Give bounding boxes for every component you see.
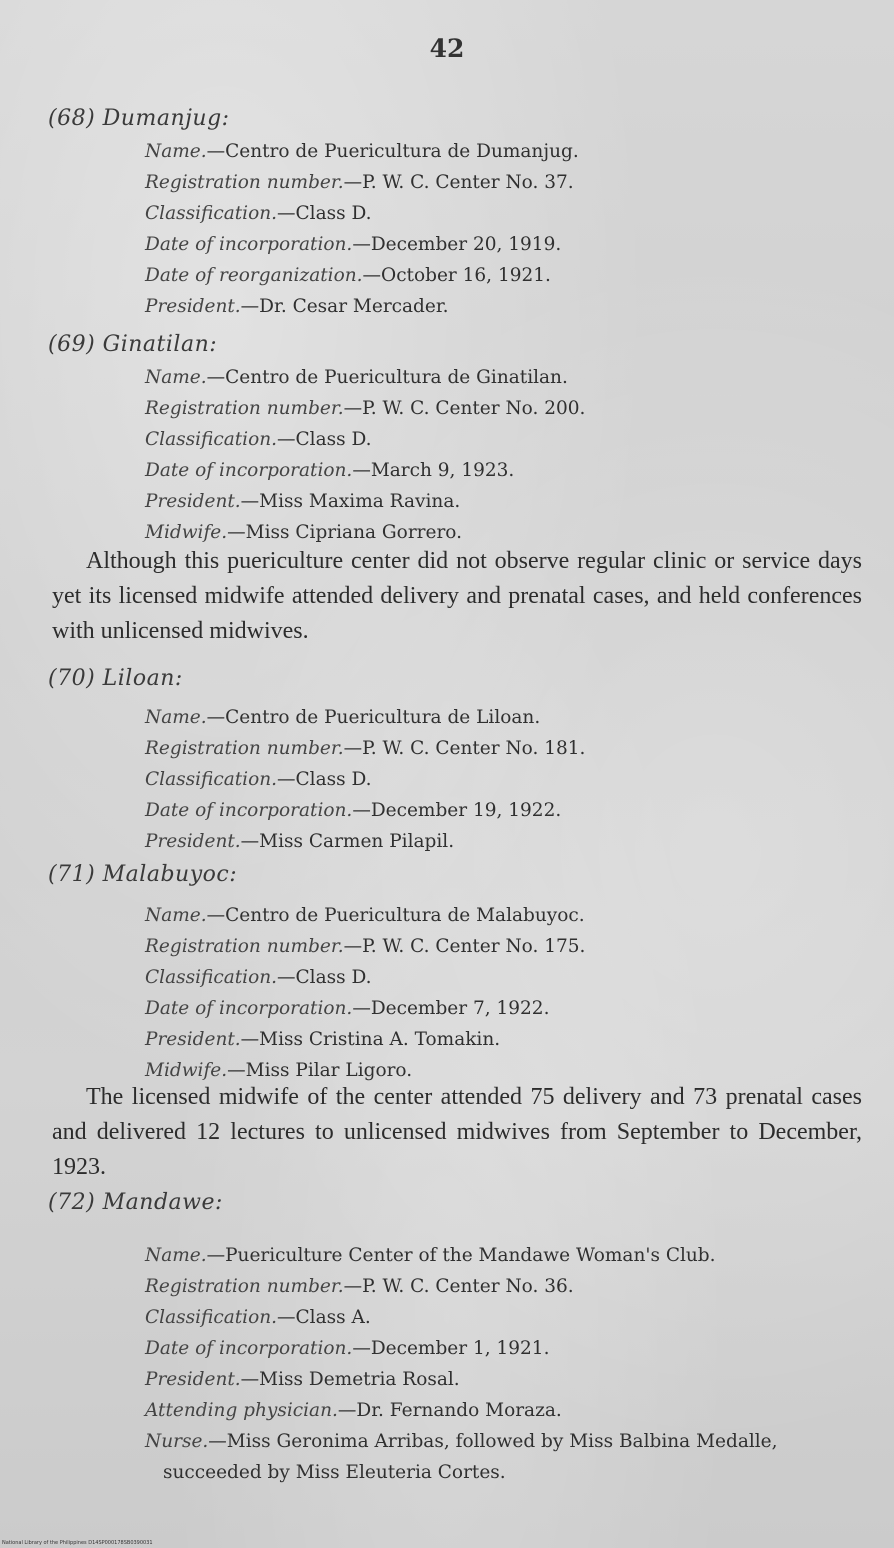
field-president	[145, 291, 865, 322]
field-label: Registration number.	[145, 738, 344, 759]
field-value: —P. W. C. Center No. 37.	[343, 172, 574, 193]
field-label: Name.	[145, 1245, 207, 1266]
paragraph-ginatilan-report: Although this puericulture center did not observe regular clinic or service days yet its licensed midwife attended delivery and prenatal cases, and held conferences with unlicensed midwives.	[52, 548, 862, 644]
field-value: —Class A.	[277, 1307, 371, 1328]
field-date-of-incorporation	[145, 229, 865, 260]
field-date-of-incorporation	[145, 993, 865, 1024]
field-label: Date of incorporation.	[145, 234, 353, 255]
page-number: 42	[429, 34, 465, 63]
field-label: President.	[145, 831, 241, 852]
field-label: President.	[145, 491, 241, 512]
field-value: —Miss Carmen Pilapil.	[240, 831, 455, 852]
entry-liloan	[145, 702, 865, 857]
field-value: —December 7, 1922.	[352, 998, 550, 1019]
field-label: Classification.	[145, 203, 278, 224]
field-name	[145, 702, 865, 733]
field-value: —Miss Geronima Arribas, followed by Miss Balbina Medalle,	[208, 1431, 778, 1452]
field-president	[145, 1364, 865, 1395]
field-president	[145, 486, 865, 517]
field-registration-number	[145, 1271, 865, 1302]
field-label: Midwife.	[145, 522, 228, 543]
field-president	[145, 1024, 865, 1055]
field-value: —October 16, 1921.	[362, 265, 551, 286]
section-heading-liloan: (70) Liloan:	[48, 666, 183, 691]
field-label: Date of incorporation.	[145, 1338, 353, 1359]
field-label: President.	[145, 1029, 241, 1050]
paragraph-malabuyoc-report: The licensed midwife of the center attended 75 delivery and 73 prenatal cases and delivered 12 lectures to unlicensed midwives from September to December, 1923.	[52, 1084, 862, 1180]
field-label: President.	[145, 296, 241, 317]
field-value: —P. W. C. Center No. 36.	[343, 1276, 574, 1297]
field-label: Name.	[145, 707, 207, 728]
entry-mandawe	[145, 1240, 865, 1488]
field-value: succeeded by Miss Eleuteria Cortes.	[163, 1462, 506, 1483]
section-heading-mandawe: (72) Mandawe:	[48, 1190, 223, 1215]
field-label: Classification.	[145, 429, 278, 450]
field-label: Registration number.	[145, 398, 344, 419]
field-label: Date of incorporation.	[145, 998, 353, 1019]
field-classification	[145, 764, 865, 795]
field-value: —P. W. C. Center No. 200.	[343, 398, 586, 419]
field-label: Name.	[145, 905, 207, 926]
field-label: Registration number.	[145, 1276, 344, 1297]
field-value: —Dr. Fernando Moraza.	[337, 1400, 562, 1421]
field-name	[145, 362, 865, 393]
field-value: —P. W. C. Center No. 175.	[343, 936, 586, 957]
field-label: Classification.	[145, 967, 278, 988]
field-value: —Class D.	[277, 769, 372, 790]
field-label: Name.	[145, 141, 207, 162]
field-value: —Dr. Cesar Mercader.	[240, 296, 449, 317]
field-name	[145, 900, 865, 931]
field-registration-number	[145, 931, 865, 962]
field-classification	[145, 424, 865, 455]
entry-malabuyoc	[145, 900, 865, 1086]
field-date-of-incorporation	[145, 455, 865, 486]
field-label: Midwife.	[145, 1060, 228, 1081]
field-value: —Centro de Puericultura de Malabuyoc.	[206, 905, 585, 926]
section-heading-dumanjug: (68) Dumanjug:	[48, 106, 230, 131]
field-label: President.	[145, 1369, 241, 1390]
field-date-of-reorganization	[145, 260, 865, 291]
field-value: —March 9, 1923.	[352, 460, 515, 481]
field-nurse	[145, 1426, 865, 1457]
field-label: Registration number.	[145, 936, 344, 957]
field-registration-number	[145, 393, 865, 424]
field-registration-number	[145, 733, 865, 764]
field-attending-physician	[145, 1395, 865, 1426]
field-value: —Class D.	[277, 203, 372, 224]
section-heading-malabuyoc: (71) Malabuyoc:	[48, 862, 238, 887]
field-president	[145, 826, 865, 857]
field-nurse-continued	[145, 1457, 865, 1488]
field-classification	[145, 962, 865, 993]
entry-ginatilan	[145, 362, 865, 548]
field-value: —Centro de Puericultura de Dumanjug.	[206, 141, 579, 162]
field-value: —Puericulture Center of the Mandawe Woman's Club.	[206, 1245, 716, 1266]
field-value: —P. W. C. Center No. 181.	[343, 738, 586, 759]
field-label: Registration number.	[145, 172, 344, 193]
field-label: Attending physician.	[145, 1400, 338, 1421]
field-value: —December 20, 1919.	[352, 234, 562, 255]
field-value: —Class D.	[277, 967, 372, 988]
field-label: Classification.	[145, 1307, 278, 1328]
field-name	[145, 1240, 865, 1271]
field-label: Name.	[145, 367, 207, 388]
field-value: —Miss Cristina A. Tomakin.	[240, 1029, 501, 1050]
field-value: —Class D.	[277, 429, 372, 450]
entry-dumanjug	[145, 136, 865, 322]
field-value: —Centro de Puericultura de Ginatilan.	[206, 367, 568, 388]
field-label: Date of reorganization.	[145, 265, 363, 286]
field-classification	[145, 1302, 865, 1333]
field-label: Classification.	[145, 769, 278, 790]
field-value: —Miss Pilar Ligoro.	[227, 1060, 413, 1081]
field-value: —Miss Maxima Ravina.	[240, 491, 461, 512]
field-value: —December 1, 1921.	[352, 1338, 550, 1359]
section-heading-ginatilan: (69) Ginatilan:	[48, 332, 218, 357]
field-registration-number	[145, 167, 865, 198]
field-date-of-incorporation	[145, 795, 865, 826]
field-classification	[145, 198, 865, 229]
field-value: —Miss Cipriana Gorrero.	[227, 522, 462, 543]
field-value: —Miss Demetria Rosal.	[240, 1369, 460, 1390]
field-label: Date of incorporation.	[145, 460, 353, 481]
field-value: —December 19, 1922.	[352, 800, 562, 821]
field-value: —Centro de Puericultura de Liloan.	[206, 707, 541, 728]
field-label: Nurse.	[145, 1431, 209, 1452]
field-name	[145, 136, 865, 167]
library-credit: National Library of the Philippines D14SP000178SB0390031	[2, 1540, 153, 1546]
field-label: Date of incorporation.	[145, 800, 353, 821]
field-date-of-incorporation	[145, 1333, 865, 1364]
